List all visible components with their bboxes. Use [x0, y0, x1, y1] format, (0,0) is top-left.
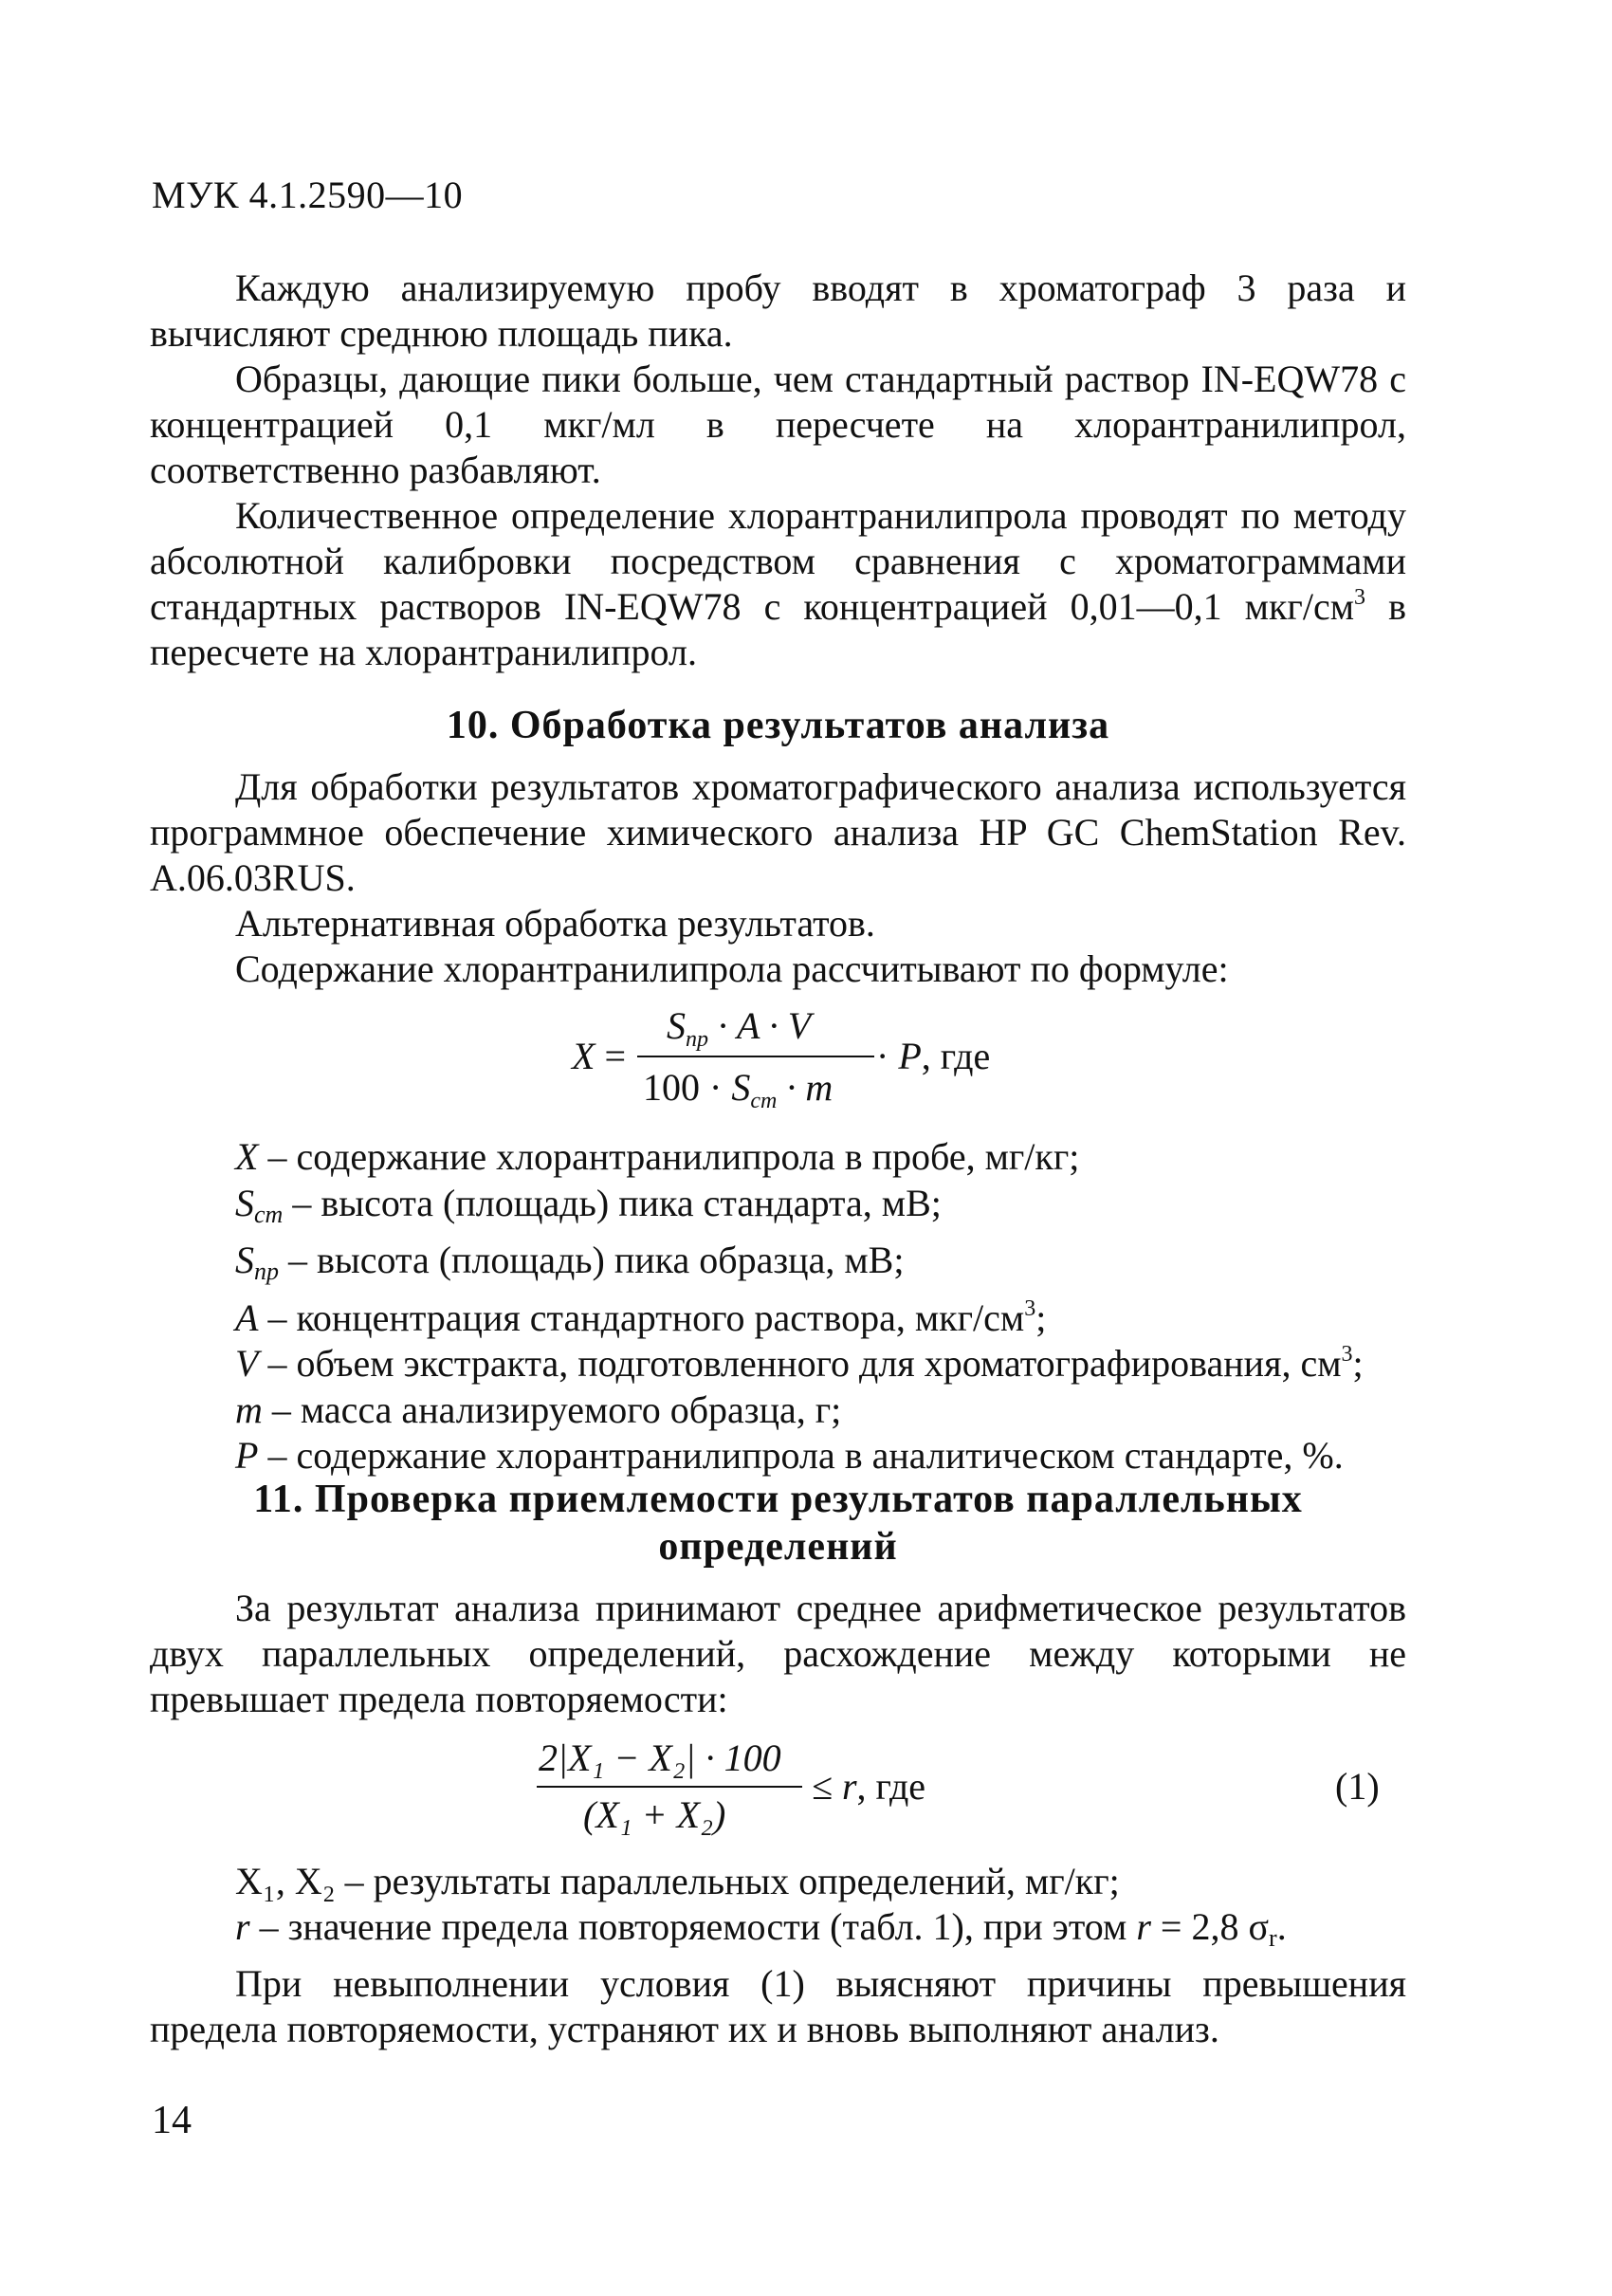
definition-x1-x2: X₁, X₂ – результаты параллельных определений, мг/кг; [235, 1860, 1120, 1902]
tail-dot: · [876, 1035, 899, 1077]
num-s: S [667, 1004, 686, 1047]
paragraph-quantification [150, 493, 1406, 675]
formula-denominator [643, 1065, 833, 1114]
section-9-tail [150, 266, 1406, 675]
den-s-sub: ст [750, 1089, 778, 1113]
paragraph-acceptance: За результат анализа принимают среднее арифметическое результатов двух параллельных определений, расхождение между которыми не превышает предела повторяемости: [150, 1587, 1406, 1720]
section-11-title [150, 1476, 1406, 1570]
formula-lhs: X [572, 1035, 595, 1077]
section-11-definitions [150, 1859, 1406, 2052]
den-rest: · m [777, 1066, 833, 1109]
section-11-body [150, 1586, 1406, 1722]
den-s: S [731, 1066, 751, 1109]
num-s-sub: пр [686, 1027, 708, 1052]
definition-a: A – концентрация стандартного раствора, мкг/$см^3$; [235, 1295, 1047, 1339]
paragraph-alternative: Альтернативная обработка результатов. [235, 902, 875, 945]
paragraph-formula-intro: Содержание хлорантранилипрола рассчитывают по формуле: [235, 947, 1229, 990]
tail-p: P [898, 1035, 922, 1077]
quantification-text-end: в пересчете на хлорантранилипрол. [150, 585, 1407, 673]
formula-tail [876, 1034, 990, 1078]
formula-fraction-bar [637, 1056, 874, 1057]
definition-s-standard: $S_{ст}$ – высота (площадь) пика стандарта, мВ; [235, 1181, 942, 1228]
section-10-title: 10. Обработка результатов анализа [446, 704, 1110, 747]
paragraph-injection: Каждую анализируемую пробу вводят в хроматограф 3 раза и вычисляют среднюю площадь пика. [150, 266, 1406, 355]
tail-where: , где [921, 1035, 991, 1077]
section-11-title-line2: определений [658, 1525, 898, 1569]
formula-equals: = [604, 1035, 626, 1077]
variable-definitions [235, 1134, 1364, 1479]
formula-1-denominator: (X₁ + X₂) [583, 1793, 726, 1836]
definition-p: P – содержание хлорантранилипрола в аналитическом стандарте, %. [235, 1434, 1344, 1477]
formula-1-numerator: 2|X₁ − X₂| · 100 [539, 1736, 781, 1779]
section-10-body [150, 764, 1406, 992]
paragraph-dilution: Образцы, дающие пики больше, чем стандартный раствор IN-EQW78 с концентрацией 0,1 мкг/мл в пересчете на хлорантранилипрол, соответственно разбавляют. [150, 358, 1406, 491]
definition-x: X – содержание хлорантранилипрола в пробе, мг/кг; [235, 1135, 1080, 1178]
formula-1-relation: ≤ r, где [812, 1765, 926, 1808]
page-number: 14 [152, 2099, 192, 2142]
quantification-text: Количественное определение хлорантранилипрола проводят по методу абсолютной калибровки посредством сравнения с хроматограммами стандартных растворов IN-EQW78 с концентрацией 0,01—0,1 мкг/см [150, 494, 1406, 628]
document-code-header: МУК 4.1.2590—10 [152, 174, 464, 216]
section-11-title-line1: 11. Проверка приемлемости результатов параллельных [253, 1478, 1303, 1521]
definition-s-sample: $S_{пр}$ – высота (площадь) пика образца, мВ; [235, 1239, 905, 1285]
formula-content [572, 1034, 626, 1078]
definition-m: m – масса анализируемого образца, г; [235, 1387, 842, 1431]
definition-v: V – объем экстракта, подготовленного для хроматографирования, $см^3$; [235, 1342, 1364, 1385]
formula-1-fraction-bar [537, 1786, 802, 1788]
superscript: 3 [1354, 585, 1366, 610]
formula-numerator [667, 1003, 811, 1053]
paragraph-software: Для обработки результатов хроматографического анализа используется программное обеспечение химического анализа HP GC ChemStation Rev. A.06.03RUS. [150, 765, 1406, 899]
formula-1-number: (1) [1335, 1765, 1380, 1808]
num-rest: · A · V [708, 1004, 812, 1047]
den-100: 100 · [643, 1066, 732, 1109]
paragraph-nonfulfilment: При невыполнении условия (1) выясняют причины превышения предела повторяемости, устраняют их и вновь выполняют анализ. [150, 1962, 1406, 2050]
definition-r: r – значение предела повторяемости (табл. 1), при этом r = 2,8 σr. [235, 1905, 1287, 1952]
